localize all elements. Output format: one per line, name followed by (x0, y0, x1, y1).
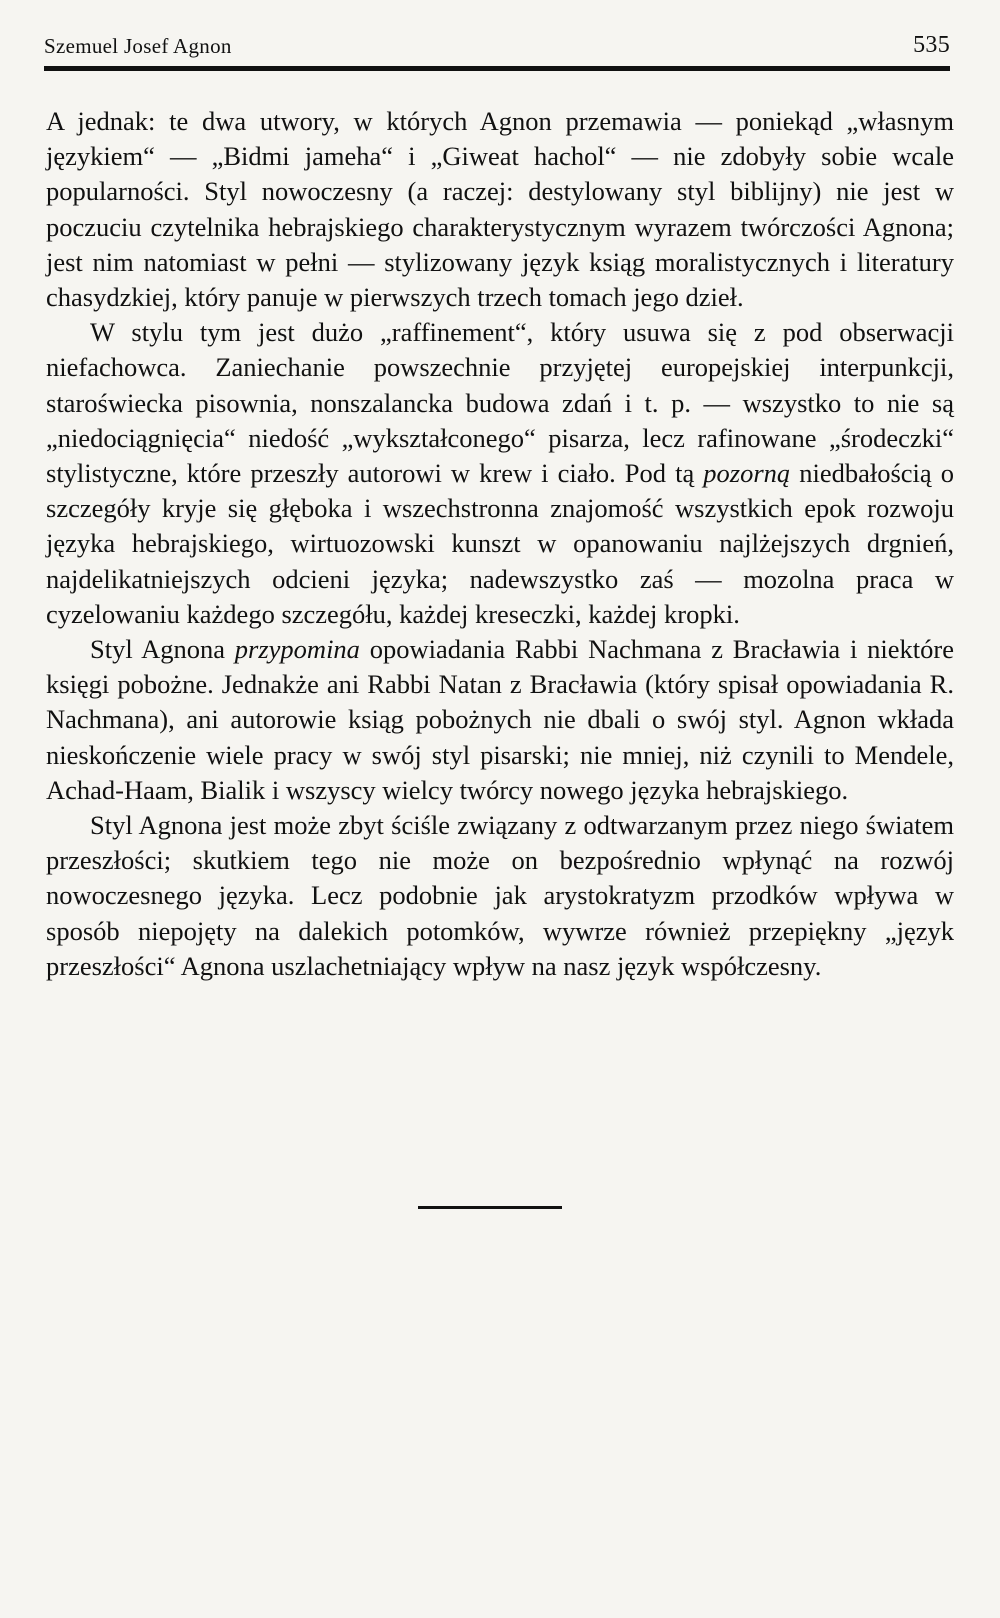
section-end-rule (418, 1206, 562, 1209)
emphasis-pozorna: pozorną (703, 458, 791, 489)
paragraph-2-text-b: niedbałością o szczegóły kryje się głęboka i wszechstronna znajomość wszystkich epok rozwoju języka hebrajskiego, wirtuozowski kunszt w opanowaniu najlżejszych drgnień, najdelikatniejszych odcieni języka; nadewszystko zaś — mozolna praca w cyzelowaniu każdego szczegółu, każdej kreseczki, każdej kropki. (46, 458, 954, 629)
paragraph-3-text-a: Styl Agnona (90, 634, 235, 665)
page-number: 535 (913, 32, 950, 58)
paragraph-3-text-b: opowiadania Rabbi Nachmana z Bracławia i niektóre księgi pobożne. Jednakże ani Rabbi Natan z Bracławia (który spisał opowiadania R. Nachmana), ani autorowie ksiąg pobożnych nie dbali o swój styl. Agnon wkłada nieskończenie wiele pracy w swój styl pisarski; nie mniej, niż czynili to Mendele, Achad-Haam, Bialik i wszyscy wielcy twórcy nowego języka hebrajskiego. (46, 634, 955, 805)
article-body (46, 104, 954, 984)
running-header (44, 28, 950, 62)
header-rule (44, 66, 950, 71)
paragraph-1 (46, 104, 954, 315)
paragraph-3 (46, 632, 954, 808)
paragraph-4 (46, 808, 954, 984)
header-author: Szemuel Josef Agnon (44, 34, 232, 58)
paragraph-2 (46, 315, 954, 632)
emphasis-przypomina: przypomina (234, 634, 360, 665)
paragraph-4-text: Styl Agnona jest może zbyt ściśle związany z odtwarzanym przez niego światem przeszłości; skutkiem tego nie może on bezpośrednio wpłynąć na rozwój nowoczesnego języka. Lecz podobnie jak arystokratyzm przodków wpływa w sposób niepojęty na dalekich potomków, wywrze również przepiękny „język przeszłości“ Agnona uszlachetniający wpływ na nasz język współczesny. (46, 810, 954, 981)
paragraph-2-text-a: W stylu tym jest dużo „raffinement“, który usuwa się z pod obserwacji niefachowca. Zaniechanie powszechnie przyjętej europejskiej interpunkcji, staroświecka pisownia, nonszalancka budowa zdań i t. p. — wszystko to nie są „niedociągnięcia“ niedość „wykształconego“ pisarza, lecz rafinowane „środeczki“ stylistyczne, które przeszły autorowi w krew i ciało. Pod tą (46, 317, 954, 489)
paragraph-1-text: A jednak: te dwa utwory, w których Agnon przemawia — poniekąd „własnym językiem“ — „Bidmi jameha“ i „Giweat hachol“ — nie zdobyły sobie wcale popularności. Styl nowoczesny (a raczej: destylowany styl biblijny) nie jest w poczuciu czytelnika hebrajskiego charakterystycznym wyrazem twórczości Agnona; jest nim natomiast w pełni — stylizowany język ksiąg moralistycznych i literatury chasydzkiej, który panuje w pierwszych trzech tomach jego dzieł. (46, 106, 954, 313)
